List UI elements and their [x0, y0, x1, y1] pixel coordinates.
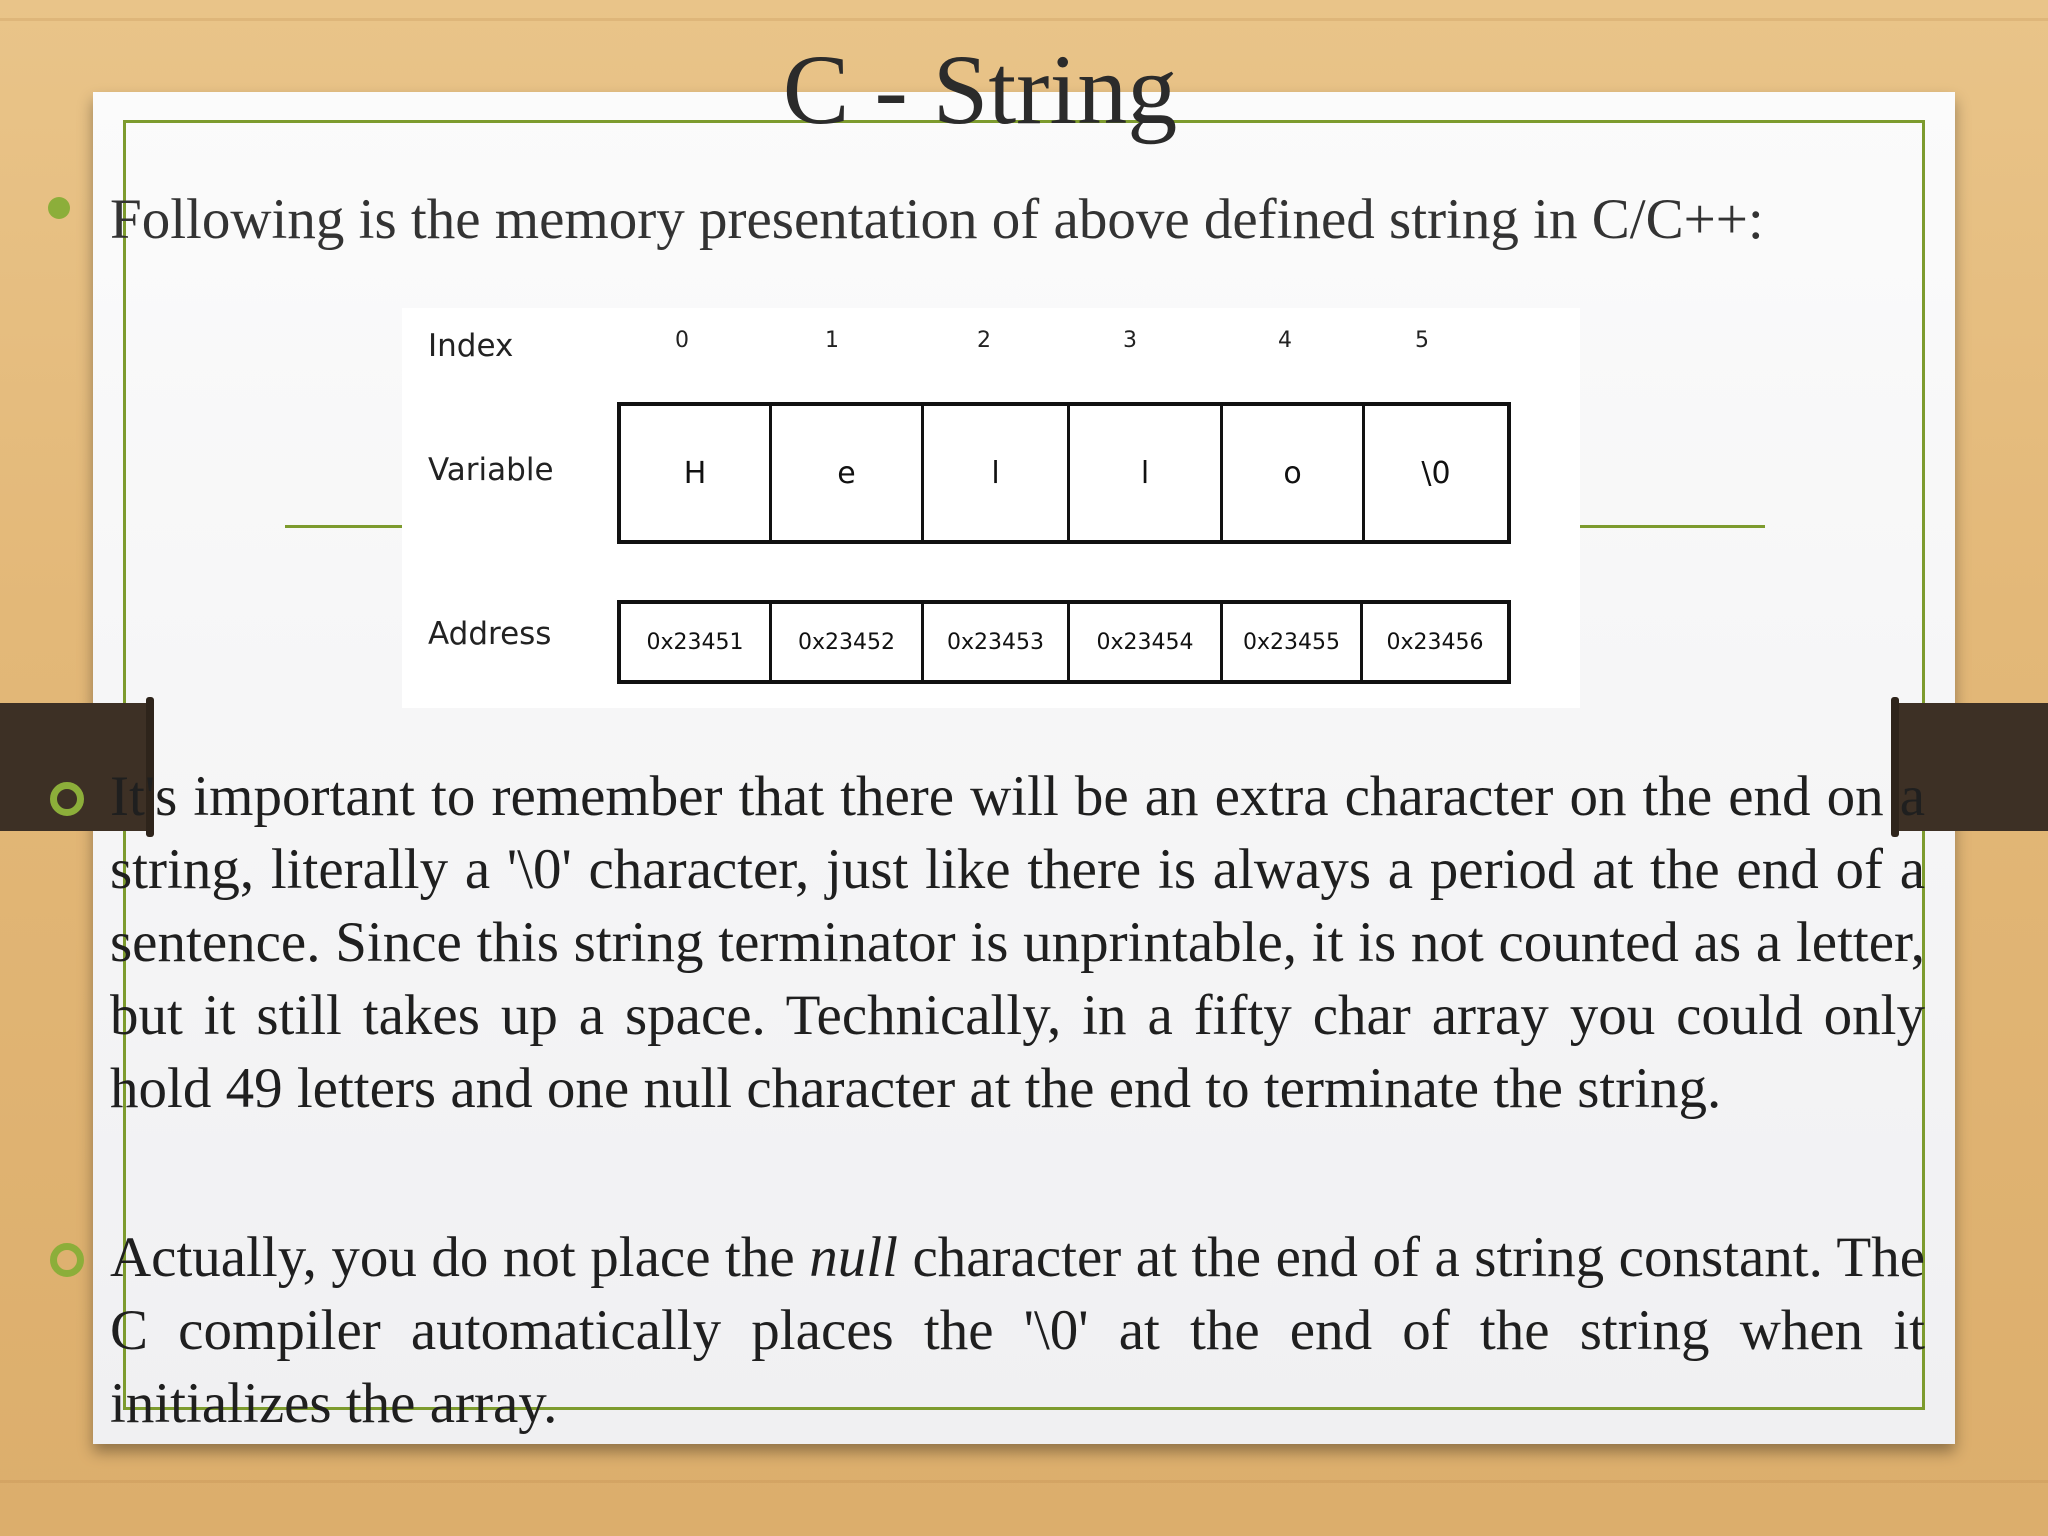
char-cell: o: [1223, 406, 1365, 540]
right-divider: [1578, 525, 1765, 528]
variable-cells: [617, 402, 1511, 544]
char-cell: l: [1070, 406, 1223, 540]
slide-title: C - String: [782, 34, 1178, 145]
index-3: 3: [1123, 328, 1137, 353]
string-memory-diagram: [402, 308, 1580, 708]
bullet-1-text: It's important to remember that there will be an extra character on the end on a string, literally a '\0' character, just like there is always a period at the end of a sentence. Since this string terminator is unprintable, it is not counted as a letter, but it still takes up a space. Technically, in a fifty char array you could only hold 49 letters and one null character at the end to terminate the string.: [110, 765, 1925, 1120]
address-cells: [617, 600, 1511, 684]
bullet-2-text: [110, 1221, 1925, 1440]
char-cell: \0: [1421, 455, 1451, 491]
bullet-2-part-1: Actually, you do not place the: [110, 1226, 810, 1289]
intro-line: Following is the memory presentation of above defined string in C/C++:: [110, 188, 1764, 251]
index-5: 5: [1415, 328, 1429, 353]
null-italic: null: [809, 1226, 898, 1289]
address-cell: 0x23455: [1223, 604, 1363, 680]
address-cell: 0x23456: [1386, 629, 1484, 655]
index-4: 4: [1278, 328, 1292, 353]
bullet-dot-icon: [48, 197, 70, 219]
char-cell: l: [924, 406, 1070, 540]
index-0: 0: [675, 328, 689, 353]
address-cell: 0x23451: [621, 604, 772, 680]
index-label: Index: [428, 328, 514, 364]
address-label: Address: [428, 616, 552, 652]
bullet-ring-icon: [50, 1243, 84, 1277]
bullet-ring-icon: [50, 782, 84, 816]
bullet-2-part-2: character at the end of a string constant. The C compiler automatically places the '\0' at the end of the string when it initializes the array.: [110, 1226, 1925, 1435]
index-1: 1: [825, 328, 839, 353]
char-cell: e: [772, 406, 924, 540]
char-cell: H: [621, 406, 772, 540]
intro-text: [110, 185, 2040, 255]
variable-label: Variable: [428, 452, 554, 488]
address-cell: 0x23452: [772, 604, 924, 680]
address-cell: 0x23453: [924, 604, 1070, 680]
left-divider: [285, 525, 405, 528]
index-2: 2: [977, 328, 991, 353]
address-cell: 0x23454: [1070, 604, 1223, 680]
